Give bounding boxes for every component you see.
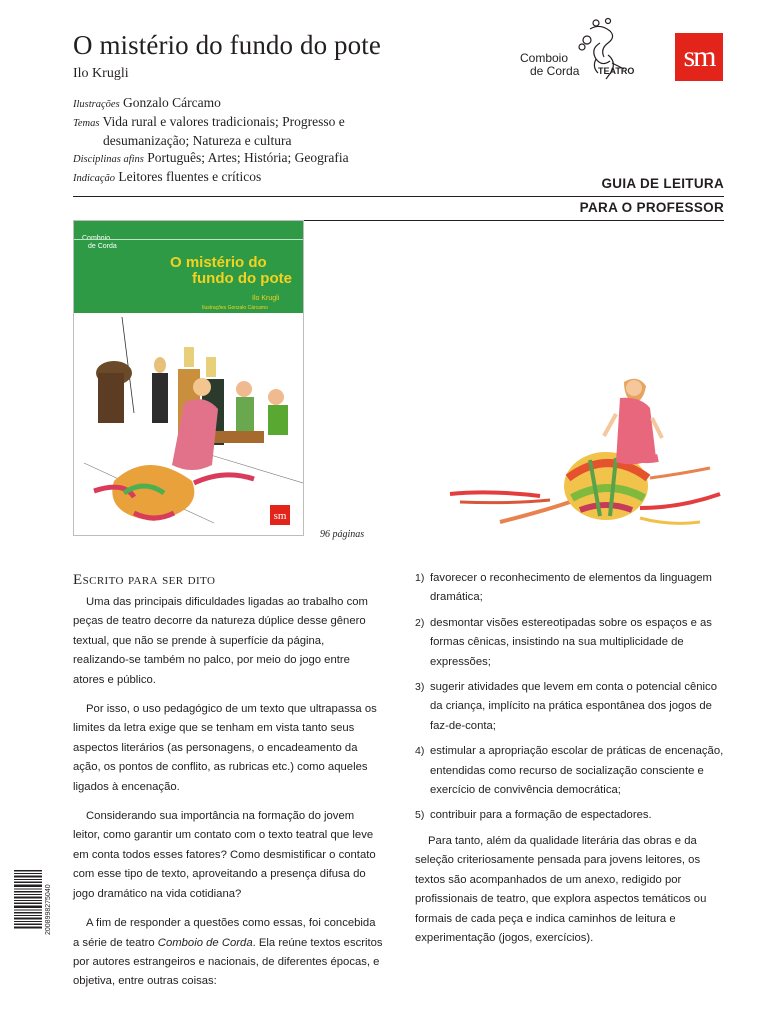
barcode-number: 2008998275040	[45, 884, 52, 935]
meta-indication	[73, 168, 393, 187]
left-column	[73, 593, 383, 1002]
logo-text-corda: de Corda	[530, 64, 580, 78]
logo-text-teatro: TEATRO	[598, 66, 635, 76]
list-number: 2)	[415, 616, 425, 629]
cover-title-line2: fundo do pote	[192, 270, 292, 287]
meta-value: Português; Artes; História; Geografia	[147, 150, 349, 165]
divider	[73, 196, 724, 197]
cover-line	[74, 239, 303, 240]
meta-value: Vida rural e valores tradicionais; Progresso e	[102, 114, 345, 129]
list-item	[415, 569, 725, 608]
meta-label: Indicação	[73, 173, 115, 184]
list-item	[415, 742, 725, 800]
page-title: O mistério do fundo do pote	[73, 30, 381, 60]
comboio-figure-icon	[512, 15, 652, 90]
paragraph	[73, 914, 383, 992]
paragraph: Uma das principais dificuldades ligadas ao trabalho com peças de teatro decorre da natureza dúplice desse gênero textual, que não se prende à superfície da página, realizando-se também no palco, por meio do jogo entre atores e público.	[73, 596, 368, 686]
meta-value-cont: desumanização; Natureza e cultura	[103, 133, 292, 148]
paragraph: Considerando sua importância na formação do jovem leitor, como garantir um contato com o texto teatral que leve em conta todos esses fatores? Como desmistificar o contato com esse tipo de texto, aproveitando a presença difusa do jogo dramático na vida cotidiana?	[73, 810, 376, 900]
list-item	[415, 806, 725, 825]
list-text: estimular a apropriação escolar de práticas de encenação, entendidas como recurso de socialização consciente e exercício de convivência democrática;	[430, 745, 724, 797]
list-item	[415, 678, 725, 736]
guide-heading-line1: GUIA DE LEITURA	[601, 176, 724, 191]
section-heading: Escrito para ser dito	[73, 572, 216, 588]
paragraph-text: . Ela reúne textos escritos por autores estrangeiros e nacionais, de diferentes épocas, e objetiva, entre outras coisas:	[73, 936, 383, 988]
meta-value: Leitores fluentes e críticos	[118, 169, 262, 184]
right-column	[415, 569, 725, 958]
meta-label: Disciplinas afins	[73, 154, 144, 165]
list-number: 5)	[415, 809, 425, 822]
sm-publisher-logo: sm	[675, 33, 723, 81]
barcode-icon	[14, 870, 42, 930]
author-name: Ilo Krugli	[73, 66, 129, 81]
logo-text-comboio: Comboio	[520, 51, 569, 65]
list-text: desmontar visões estereotipadas sobre os espaços e as formas cênicas, insistindo na sua multiplicidade de expressões;	[430, 616, 712, 668]
list-number: 1)	[415, 572, 425, 584]
cover-author: Ilo Krugli	[252, 295, 280, 302]
girl-with-pot-illustration	[440, 368, 730, 538]
cover-title-line1: O mistério do	[170, 254, 267, 271]
list-number: 3)	[415, 681, 425, 694]
meta-themes	[73, 113, 393, 149]
cover-series-logo	[82, 235, 117, 251]
list-text: sugerir atividades que levem em conta o potencial cênico da criança, implícito na prática espontânea dos jogos de faz-de-conta;	[430, 681, 717, 732]
series-name: Comboio de Corda	[157, 936, 253, 949]
comboio-de-corda-logo	[512, 15, 652, 90]
cover-title	[170, 255, 292, 287]
meta-label: Temas	[73, 118, 100, 129]
book-metadata	[73, 94, 393, 187]
cover-sm-logo: sm	[273, 510, 287, 522]
cover-illustration	[74, 313, 303, 535]
page-count: 96 páginas	[320, 529, 365, 540]
list-text: favorecer o reconhecimento de elementos da linguagem dramática;	[430, 572, 712, 604]
meta-illustrations	[73, 94, 393, 113]
meta-label: Ilustrações	[73, 99, 120, 110]
list-text: contribuir para a formação de espectadores.	[430, 809, 652, 822]
cover-series-line2: de Corda	[88, 243, 117, 250]
closing-paragraph: Para tanto, além da qualidade literária das obras e da seleção criteriosamente pensada para jovens leitores, os textos são acompanhados de um anexo, redigido por profissionais de teatro, que explora aspectos temáticos ou formais de cada peça e indica caminhos de leitura e experimentação (jogos, exercícios).	[415, 834, 707, 944]
guide-heading-line2: PARA O PROFESSOR	[579, 200, 724, 215]
cover-illustrator: Ilustrações Gonzalo Cárcamo	[202, 305, 268, 311]
list-number: 4)	[415, 745, 425, 758]
book-cover	[73, 220, 304, 536]
list-item	[415, 614, 725, 672]
meta-disciplines	[73, 149, 393, 168]
paragraph: Por isso, o uso pedagógico de um texto que ultrapassa os limites da letra exige que se tenham em vista tanto seus aspectos literários (as personagens, o encadeamento da ação, os pontos de conflito, as rubricas etc.) como aqueles ligados à encenação.	[73, 703, 377, 793]
meta-value: Gonzalo Cárcamo	[123, 95, 221, 110]
paragraph-text: A fim de responder a questões como essas, foi concebida a série de teatro	[73, 917, 376, 949]
